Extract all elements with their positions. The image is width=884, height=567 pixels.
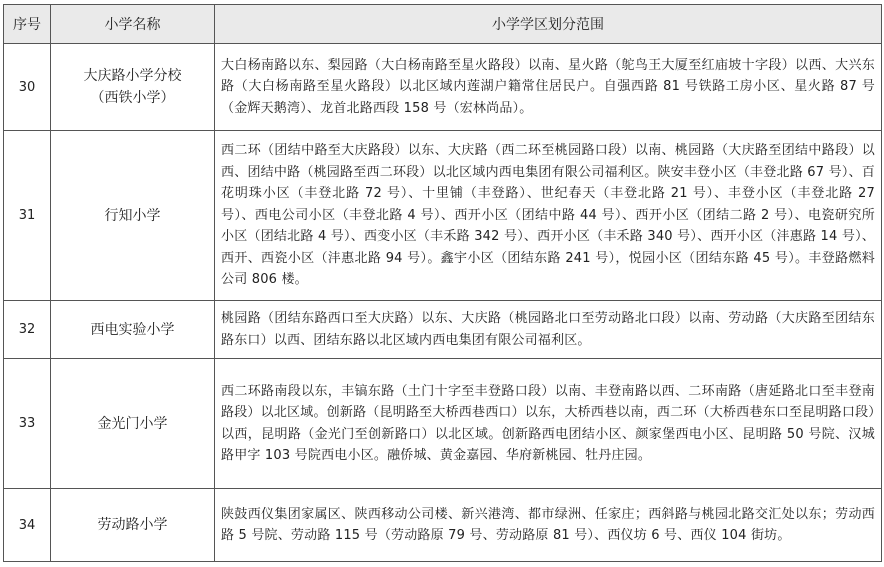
serial-number-cell: 33 (4, 359, 51, 489)
school-name-cell (51, 131, 215, 301)
district-range-cell: 西二环路南段以东，丰镐东路（土门十字至丰登路口段）以南、丰登南路以西、二环南路（唐延路北口至丰登南路段）以北区域。创新路（昆明路至大桥西巷西口）以东，大桥西巷以南，西二环（大桥西巷东口至昆明路口段）以西，昆明路（金光门至创新路口）以北区域。创新路西电团结小区、颜家堡西电小区、昆明路 50 号院、汉城路甲字 103 号院西电小区。融侨城、黄金嘉园、华府新桃园、牡丹庄园。 (215, 359, 882, 489)
table-row (4, 359, 882, 489)
table-row (4, 489, 882, 562)
district-range-cell: 大白杨南路以东、梨园路（大白杨南路至星火路段）以南、星火路（鸵鸟王大厦至红庙坡十字段）以西、大兴东路（大白杨南路至星火路段）以北区域内莲湖户籍常住居民户。自强西路 81 号铁路工房小区、星火路 87 号（金辉天鹅湾）、龙首北路西段 158 号（宏林尚品）。 (215, 44, 882, 131)
school-name-cell (51, 301, 215, 359)
table-row (4, 301, 882, 359)
table-row (4, 131, 882, 301)
table-header (4, 5, 882, 44)
header-serial-number: 序号 (4, 5, 51, 44)
header-school-name: 小学名称 (51, 5, 215, 44)
serial-number-cell: 31 (4, 131, 51, 301)
school-name-cell (51, 44, 215, 131)
serial-number-cell: 30 (4, 44, 51, 131)
district-range-cell: 陕鼓西仪集团家属区、陕西移动公司楼、新兴港湾、都市绿洲、任家庄；西斜路与桃园北路交汇处以东；劳动西路 5 号院、劳动路 115 号（劳动路原 79 号、劳动路原 81 号）、西仪坊 6 号、西仪 104 街坊。 (215, 489, 882, 562)
header-row (4, 5, 882, 44)
school-name-line: 金光门小学 (97, 415, 168, 432)
district-range-cell: 西二环（团结中路至大庆路段）以东、大庆路（西二环至桃园路口段）以南、桃园路（大庆路至团结中路段）以西、团结中路（桃园路至西二环段）以北区域内西电集团有限公司福利区。陕安丰登小区（丰登北路 67 号）、百花明珠小区（丰登北路 72 号）、十里铺（丰登路）、世纪春天（丰登北路 21 号）、丰登小区（丰登北路 27 号）、西电公司小区（丰登北路 4 号）、西开小区（团结中路 44 号）、西开小区（团结二路 2 号）、电瓷研究所小区（团结北路 4 号）、西变小区（丰禾路 342 号）、西开小区（丰禾路 340 号）、西开小区（沣惠路 14 号）、西开、西瓷小区（沣惠北路 94 号）。鑫宇小区（团结东路 241 号），悦园小区（团结东路 45 号）。丰登路燃料公司 806 楼。 (215, 131, 882, 301)
school-name-line: 劳动路小学 (97, 517, 168, 533)
school-district-table-container (3, 4, 881, 562)
school-name-line: 西电实验小学 (90, 321, 175, 338)
serial-number-cell: 32 (4, 301, 51, 359)
district-range-cell: 桃园路（团结东路西口至大庆路）以东、大庆路（桃园路北口至劳动路北口段）以南、劳动路（大庆路至团结东路东口）以西、团结东路以北区域内西电集团有限公司福利区。 (215, 301, 882, 359)
school-district-table (3, 4, 882, 562)
school-name-line: （西铁小学） (90, 90, 175, 106)
serial-number-cell: 34 (4, 489, 51, 562)
school-name-cell (51, 359, 215, 489)
school-name-cell (51, 489, 215, 562)
header-district-range: 小学学区划分范围 (215, 5, 882, 44)
school-name-line: 大庆路小学分校 (83, 68, 182, 84)
school-name-line: 行知小学 (104, 207, 161, 224)
table-row (4, 44, 882, 131)
table-body (4, 44, 882, 562)
